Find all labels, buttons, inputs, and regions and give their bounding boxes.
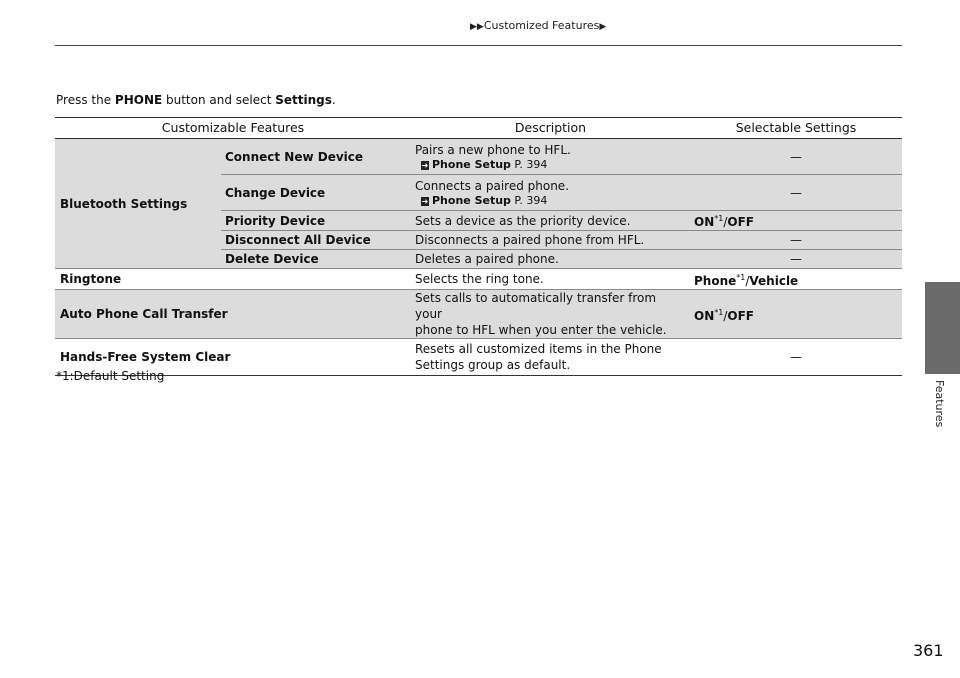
table-row — [55, 290, 902, 339]
description-cell — [411, 339, 690, 376]
default-marker: *1 — [714, 214, 724, 223]
setting-cell — [690, 290, 902, 339]
feature-delete-device: Delete Device — [221, 250, 411, 269]
intro-target: Settings — [275, 93, 332, 107]
header-rule — [55, 45, 902, 46]
description-line: Resets all customized items in the Phone — [415, 342, 662, 356]
setting-on: ON — [694, 308, 715, 323]
description-text: Selects the ring tone. — [411, 269, 690, 290]
reference-link[interactable]: Phone Setup — [432, 193, 511, 207]
description-cell — [411, 175, 690, 211]
intro-mid: button and select — [162, 93, 276, 107]
section-tab — [925, 282, 960, 374]
description-cell — [411, 290, 690, 339]
default-marker: *1 — [714, 307, 724, 317]
description-text: Disconnects a paired phone from HFL. — [411, 231, 690, 250]
description-line: phone to HFL when you enter the vehicle. — [415, 323, 667, 337]
reference-page: P. 394 — [510, 193, 548, 207]
setting-cell — [690, 211, 902, 231]
setting-vehicle: Vehicle — [749, 273, 799, 288]
feature-hands-free-system-clear: Hands-Free System Clear — [55, 339, 411, 376]
breadcrumb-label: Customized Features — [483, 19, 600, 32]
reference-arrow-icon: ➜ — [421, 160, 429, 170]
reference-arrow-icon: ➜ — [421, 196, 429, 206]
table-row — [55, 339, 902, 376]
setting-phone: Phone — [694, 273, 737, 288]
setting-cell: — — [690, 175, 902, 211]
setting-off: OFF — [727, 215, 754, 229]
setting-on: ON — [694, 215, 715, 229]
setting-separator: / — [745, 273, 750, 288]
default-marker: *1 — [736, 272, 746, 282]
setting-cell: — — [690, 231, 902, 250]
description-text: Deletes a paired phone. — [411, 250, 690, 269]
triangle-right-icon: ▶▶ — [470, 22, 484, 32]
section-tab-label: Features — [933, 380, 946, 428]
reference-page: P. 394 — [510, 157, 548, 171]
cross-reference[interactable] — [415, 194, 686, 208]
setting-separator: / — [723, 308, 728, 323]
intro-post: . — [331, 93, 336, 107]
description-text: Sets a device as the priority device. — [411, 211, 690, 231]
description-line: Settings group as default. — [415, 358, 571, 372]
header-description: Description — [411, 118, 690, 139]
setting-separator: / — [723, 215, 728, 229]
category-bluetooth: Bluetooth Settings — [55, 139, 221, 269]
table-header-row — [55, 118, 902, 139]
description-cell — [411, 139, 690, 175]
setting-cell — [690, 269, 902, 290]
table-row — [55, 269, 902, 290]
table-row — [55, 139, 902, 175]
setting-cell: — — [690, 139, 902, 175]
cross-reference[interactable] — [415, 158, 686, 172]
features-table — [55, 117, 902, 376]
setting-off: OFF — [727, 308, 754, 323]
header-settings: Selectable Settings — [690, 118, 902, 139]
description-text: Pairs a new phone to HFL. — [415, 142, 571, 157]
setting-cell: — — [690, 250, 902, 269]
header-features: Customizable Features — [55, 118, 411, 139]
description-line: Sets calls to automatically transfer from your — [415, 291, 657, 321]
page-number: 361 — [913, 641, 944, 660]
breadcrumb — [470, 19, 900, 32]
feature-auto-phone-call-transfer: Auto Phone Call Transfer — [55, 290, 411, 339]
intro-text — [56, 93, 336, 107]
reference-link[interactable]: Phone Setup — [432, 157, 511, 171]
footnote: *1:Default Setting — [56, 369, 165, 383]
feature-priority-device: Priority Device — [221, 211, 411, 231]
feature-disconnect-all-device: Disconnect All Device — [221, 231, 411, 250]
triangle-right-icon: ▶ — [599, 22, 607, 32]
feature-ringtone: Ringtone — [55, 269, 411, 290]
intro-button-name: PHONE — [114, 93, 163, 107]
setting-cell: — — [690, 339, 902, 376]
description-text: Connects a paired phone. — [415, 178, 570, 193]
intro-pre: Press the — [56, 93, 115, 107]
feature-connect-new-device: Connect New Device — [221, 139, 411, 175]
feature-change-device: Change Device — [221, 175, 411, 211]
